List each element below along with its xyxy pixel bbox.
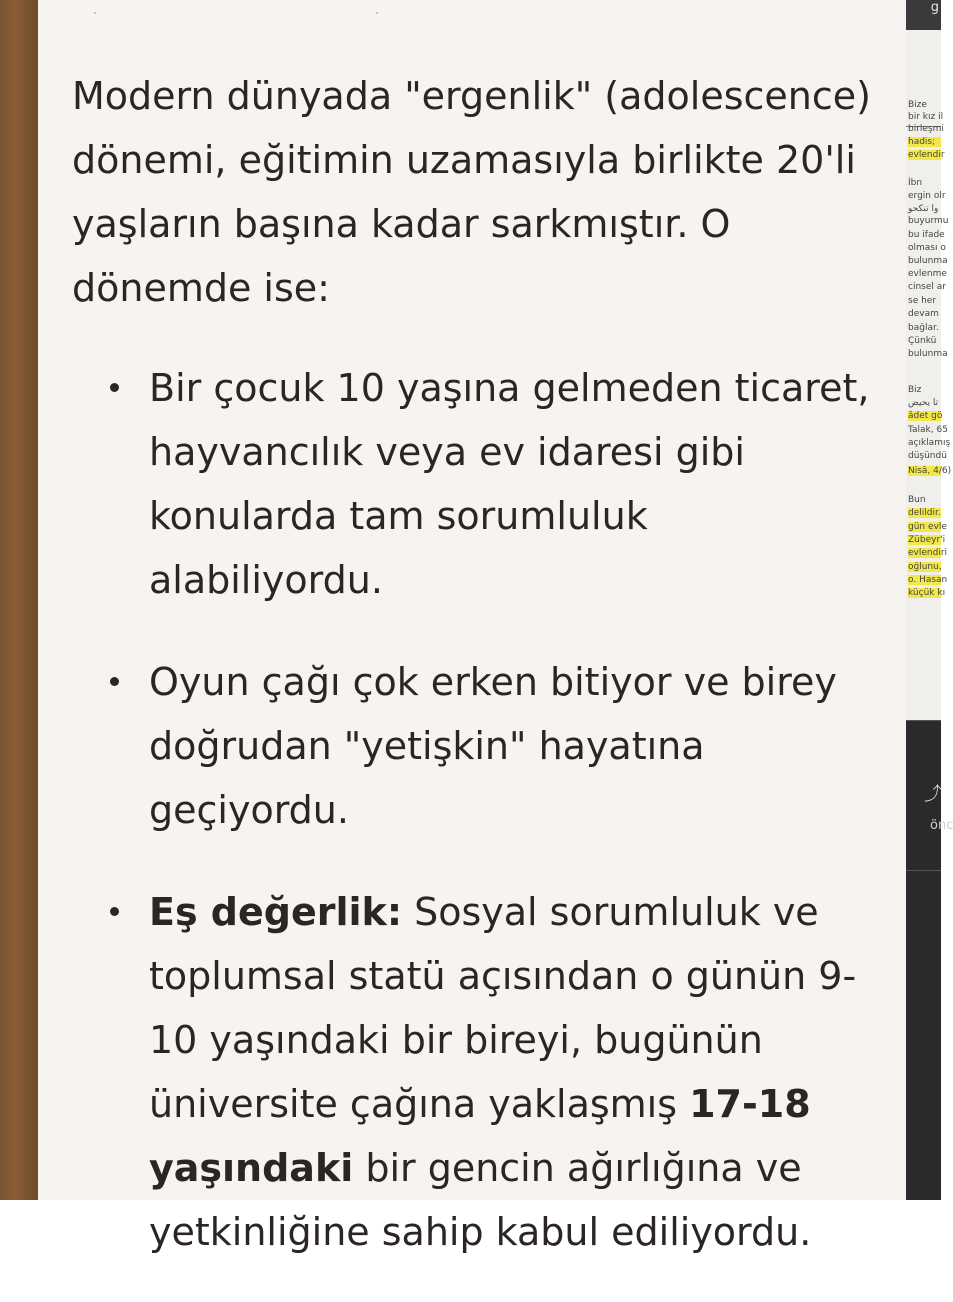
document-line: devam (908, 309, 939, 319)
left-background-edge (0, 0, 38, 1200)
message-content (72, 64, 872, 1302)
document-line: Çünkü (908, 336, 937, 346)
bullet-text: Bir çocuk 10 yaşına gelmeden ticaret, hayvancılık veya ev idaresi gibi konularda tam sorumluluk alabiliyordu. (149, 366, 870, 602)
list-item (72, 356, 872, 612)
document-line: bir kız il (908, 112, 944, 122)
bullet-icon (110, 677, 119, 686)
document-page (906, 30, 952, 720)
bullet-bold-mid: 17-18 yaşındaki (149, 1082, 811, 1190)
document-line: bulunma (908, 256, 948, 266)
document-line: açıklamış (908, 438, 951, 448)
document-line: hadis; (908, 137, 941, 147)
document-line: küçük kı (908, 588, 946, 598)
top-decoration (38, 12, 906, 22)
bullet-text: Oyun çağı çok erken bitiyor ve birey doğrudan "yetişkin" hayatına geçiyordu. (149, 660, 837, 832)
document-line: olması o (908, 243, 946, 253)
document-line: İbn (908, 178, 923, 188)
bullet-bold-lead: Eş değerlik: (149, 890, 403, 934)
document-line: se her (908, 296, 937, 306)
document-line: Zübeyr'i (908, 535, 946, 545)
document-divider (906, 720, 941, 721)
document-line: bağlar. (908, 323, 939, 333)
document-line: evlenme (908, 269, 947, 279)
document-bottom-text: önc (930, 818, 953, 833)
document-line: cinsel ar (908, 282, 946, 292)
bullet-icon (110, 907, 119, 916)
list-item (72, 880, 872, 1264)
document-line: o. Hasan (908, 575, 948, 585)
document-line: gün evle (908, 522, 947, 532)
document-line: delildir. (908, 508, 941, 518)
document-line: düşündü (908, 451, 947, 461)
document-line: Bize (908, 100, 927, 110)
document-line: Nisâ, 4/6) (908, 466, 952, 476)
document-line: evlendiri (908, 548, 948, 558)
message-card (38, 0, 906, 1254)
bullet-icon (110, 383, 119, 392)
document-line: Bun (908, 495, 926, 505)
document-line: ﺗﺎ ﻳﺤﻴﺾ (908, 398, 939, 408)
bullet-list (72, 356, 872, 1264)
document-line: bulunma (908, 349, 948, 359)
document-top-bar (906, 0, 941, 30)
background-document (906, 0, 953, 1200)
document-line: ergin olr (908, 191, 946, 201)
document-line: birleşmi (908, 124, 944, 134)
bullet-text-before: Sosyal sorumluluk ve toplumsal statü açısından o günün 9-10 yaşındaki bir bireyi, bugünün üniversite çağına yaklaşmış (149, 890, 857, 1126)
document-line: evlendir (908, 150, 945, 160)
document-top-glyph: g (930, 0, 939, 15)
document-line: Biz (908, 385, 922, 395)
document-line: Talak, 65 (908, 425, 948, 435)
document-line: âdet gö (908, 411, 943, 421)
document-line: oğlunu, (908, 562, 942, 572)
document-line: ﻭﺍ ﺗﻨﻜﺤﻮ (908, 204, 939, 214)
document-line: buyurmu (908, 216, 949, 226)
share-icon: ⤴ (924, 784, 942, 805)
document-line: bu ifade (908, 230, 945, 240)
bullet-text-after: bir gencin ağırlığına ve yetkinliğine sahip kabul ediliyordu. (149, 1146, 812, 1254)
list-item (72, 650, 872, 842)
document-divider (906, 870, 941, 871)
intro-paragraph: Modern dünyada "ergenlik" (adolescence) dönemi, eğitimin uzamasıyla birlikte 20'li yaşların başına kadar sarkmıştır. O dönemde ise: (72, 74, 871, 310)
